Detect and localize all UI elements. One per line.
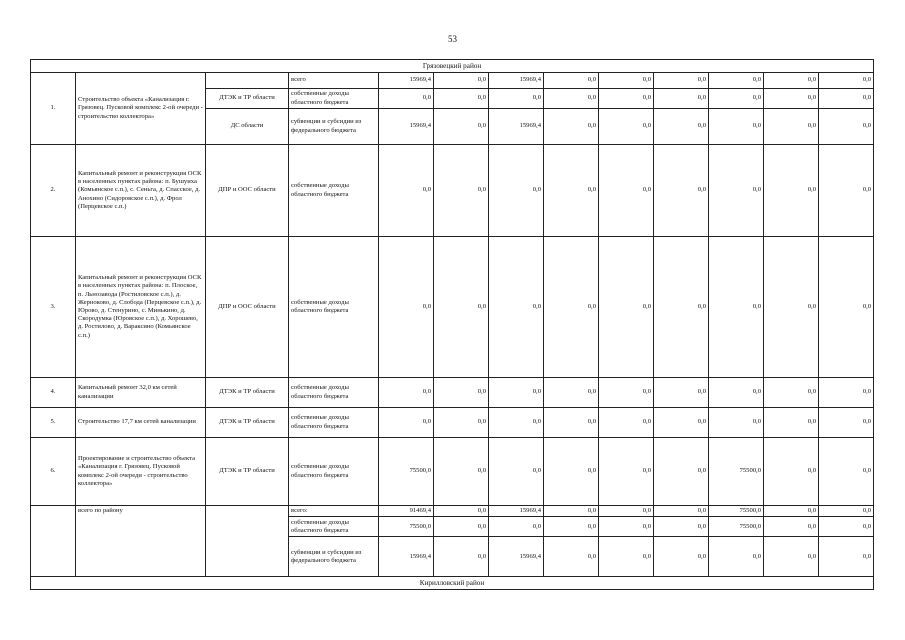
value-cell: 0,0 — [819, 109, 874, 145]
value-cell: 0,0 — [434, 537, 489, 577]
value-cell: 0,0 — [434, 109, 489, 145]
value-cell: 0,0 — [654, 438, 709, 506]
value-cell: 0,0 — [709, 408, 764, 438]
row-number: 1. — [31, 73, 76, 145]
value-cell: 0,0 — [599, 517, 654, 537]
value-cell: 0,0 — [654, 237, 709, 378]
value-cell: 0,0 — [819, 408, 874, 438]
source-cell: собственные доходы областного бюджета — [289, 145, 379, 237]
value-cell: 0,0 — [764, 506, 819, 517]
source-cell: всего: — [289, 506, 379, 517]
value-cell: 0,0 — [544, 237, 599, 378]
value-cell: 0,0 — [819, 145, 874, 237]
value-cell: 0,0 — [544, 517, 599, 537]
value-cell: 0,0 — [654, 89, 709, 109]
value-cell: 0,0 — [599, 109, 654, 145]
district-title: Грязовецкий район — [31, 60, 874, 73]
value-cell: 0,0 — [764, 517, 819, 537]
source-cell: собственные доходы областного бюджета — [289, 438, 379, 506]
value-cell: 0,0 — [434, 145, 489, 237]
total-label: всего по району — [76, 506, 206, 577]
value-cell: 0,0 — [819, 89, 874, 109]
page-number: 53 — [448, 34, 457, 44]
value-cell: 0,0 — [599, 145, 654, 237]
value-cell: 0,0 — [599, 537, 654, 577]
value-cell: 0,0 — [544, 109, 599, 145]
org-cell: ДТЭК и ТР области — [206, 438, 289, 506]
value-cell: 0,0 — [434, 237, 489, 378]
value-cell: 0,0 — [654, 378, 709, 408]
value-cell: 0,0 — [819, 506, 874, 517]
value-cell: 0,0 — [434, 378, 489, 408]
value-cell: 0,0 — [489, 408, 544, 438]
value-cell: 75500,0 — [709, 438, 764, 506]
district-header-row — [31, 577, 874, 590]
value-cell: 15969,4 — [489, 109, 544, 145]
source-cell: собственные доходы областного бюджета — [289, 378, 379, 408]
value-cell: 0,0 — [819, 73, 874, 89]
total-org-cell — [206, 506, 289, 577]
value-cell: 75500,0 — [709, 517, 764, 537]
row-name: Строительство объекта «Канализация г. Грязовец. Пусковой комплекс 2-ой очереди - строительство коллектора» — [76, 73, 206, 145]
value-cell: 0,0 — [379, 378, 434, 408]
value-cell: 75500,0 — [379, 438, 434, 506]
total-number-cell — [31, 506, 76, 577]
value-cell: 15969,4 — [379, 73, 434, 89]
value-cell: 0,0 — [654, 506, 709, 517]
org-cell: ДС области — [206, 109, 289, 145]
org-cell: ДТЭК и ТР области — [206, 89, 289, 109]
value-cell: 0,0 — [709, 378, 764, 408]
org-cell: ДТЭК и ТР области — [206, 378, 289, 408]
value-cell: 0,0 — [599, 378, 654, 408]
table-row — [31, 378, 874, 408]
value-cell: 0,0 — [819, 537, 874, 577]
value-cell: 0,0 — [709, 109, 764, 145]
value-cell: 0,0 — [654, 145, 709, 237]
source-cell: субвенции и субсидии из федерального бюджета — [289, 109, 379, 145]
value-cell: 91469,4 — [379, 506, 434, 517]
value-cell: 15969,4 — [379, 109, 434, 145]
value-cell: 0,0 — [489, 517, 544, 537]
value-cell: 0,0 — [489, 145, 544, 237]
next-district-title: Кирилловский район — [31, 577, 874, 590]
value-cell: 0,0 — [654, 109, 709, 145]
value-cell: 0,0 — [764, 145, 819, 237]
value-cell: 0,0 — [654, 517, 709, 537]
district-header-row — [31, 60, 874, 73]
value-cell: 0,0 — [544, 506, 599, 517]
value-cell: 0,0 — [599, 73, 654, 89]
row-number: 3. — [31, 237, 76, 378]
value-cell: 0,0 — [544, 408, 599, 438]
source-cell: собственные доходы областного бюджета — [289, 408, 379, 438]
row-number: 5. — [31, 408, 76, 438]
value-cell: 0,0 — [599, 237, 654, 378]
value-cell: 0,0 — [764, 89, 819, 109]
value-cell: 15969,4 — [489, 506, 544, 517]
value-cell: 0,0 — [764, 408, 819, 438]
value-cell: 0,0 — [654, 408, 709, 438]
row-name: Капитальный ремонт и реконструкция ОСК в населенных пунктах района: п. Плоское, п. Льнозавода (Ростиловское с.п.), д. Жерноково, д. Слобода (Перцевское с.п.), д. Юрово, д. Стенурино, с. Минькино, д. Скородумка (Юровское с.п.), д. Хорошево, д. Ростилово, д. Вараксино (Комьянское с.п.) — [76, 237, 206, 378]
value-cell: 75500,0 — [709, 506, 764, 517]
value-cell: 0,0 — [544, 378, 599, 408]
row-name: Проектирование и строительство объекта «Канализация г. Грязовец. Пусковой комплекс 2-ой очереди - строительство коллектора» — [76, 438, 206, 506]
budget-table — [30, 59, 874, 590]
source-cell: всего — [289, 73, 379, 89]
value-cell: 0,0 — [709, 537, 764, 577]
value-cell: 0,0 — [379, 89, 434, 109]
row-name: Капитальный ремонт 32,0 км сетей канализации — [76, 378, 206, 408]
table-row — [31, 438, 874, 506]
value-cell: 0,0 — [434, 89, 489, 109]
source-cell: собственные доходы областного бюджета — [289, 89, 379, 109]
value-cell: 0,0 — [599, 438, 654, 506]
value-cell: 0,0 — [434, 408, 489, 438]
org-cell — [206, 73, 289, 89]
row-number: 4. — [31, 378, 76, 408]
value-cell: 75500,0 — [379, 517, 434, 537]
value-cell: 0,0 — [489, 237, 544, 378]
value-cell: 0,0 — [819, 438, 874, 506]
value-cell: 0,0 — [764, 109, 819, 145]
value-cell: 0,0 — [544, 145, 599, 237]
value-cell: 0,0 — [379, 408, 434, 438]
value-cell: 15969,4 — [489, 537, 544, 577]
row-name: Строительство 17,7 км сетей канализации — [76, 408, 206, 438]
org-cell: ДТЭК и ТР области — [206, 408, 289, 438]
value-cell: 0,0 — [489, 378, 544, 408]
value-cell: 0,0 — [764, 438, 819, 506]
value-cell: 0,0 — [654, 73, 709, 89]
value-cell: 0,0 — [709, 73, 764, 89]
row-number: 2. — [31, 145, 76, 237]
value-cell: 0,0 — [379, 145, 434, 237]
org-cell: ДПР и ООС области — [206, 237, 289, 378]
table-row — [31, 73, 874, 89]
value-cell: 0,0 — [599, 506, 654, 517]
value-cell: 0,0 — [379, 237, 434, 378]
value-cell: 0,0 — [544, 73, 599, 89]
row-name: Капитальный ремонт и реконструкция ОСК в населенных пунктах района: п. Бушуиха (Комьянское с.п.), с. Сеньга, д. Спасское, д. Анохино (Сидоровское с.п.), д. Фрол (Перцевское с.п.) — [76, 145, 206, 237]
table-row — [31, 145, 874, 237]
value-cell: 0,0 — [764, 537, 819, 577]
value-cell: 15969,4 — [489, 73, 544, 89]
value-cell: 0,0 — [709, 237, 764, 378]
value-cell: 0,0 — [544, 438, 599, 506]
value-cell: 0,0 — [544, 537, 599, 577]
table-row — [31, 237, 874, 378]
value-cell: 0,0 — [819, 378, 874, 408]
value-cell: 0,0 — [764, 378, 819, 408]
value-cell: 0,0 — [544, 89, 599, 109]
value-cell: 0,0 — [709, 89, 764, 109]
value-cell: 0,0 — [819, 237, 874, 378]
value-cell: 0,0 — [654, 537, 709, 577]
value-cell: 0,0 — [434, 438, 489, 506]
row-number: 6. — [31, 438, 76, 506]
value-cell: 0,0 — [819, 517, 874, 537]
table-row — [31, 408, 874, 438]
value-cell: 0,0 — [764, 73, 819, 89]
value-cell: 0,0 — [489, 89, 544, 109]
value-cell: 0,0 — [489, 438, 544, 506]
value-cell: 0,0 — [434, 517, 489, 537]
value-cell: 15969,4 — [379, 537, 434, 577]
value-cell: 0,0 — [434, 506, 489, 517]
value-cell: 0,0 — [599, 408, 654, 438]
total-row — [31, 506, 874, 517]
value-cell: 0,0 — [599, 89, 654, 109]
org-cell: ДПР и ООС области — [206, 145, 289, 237]
value-cell: 0,0 — [764, 237, 819, 378]
source-cell: собственные доходы областного бюджета — [289, 237, 379, 378]
value-cell: 0,0 — [434, 73, 489, 89]
source-cell: собственные доходы областного бюджета — [289, 517, 379, 537]
value-cell: 0,0 — [709, 145, 764, 237]
source-cell: субвенции и субсидии из федерального бюджета — [289, 537, 379, 577]
